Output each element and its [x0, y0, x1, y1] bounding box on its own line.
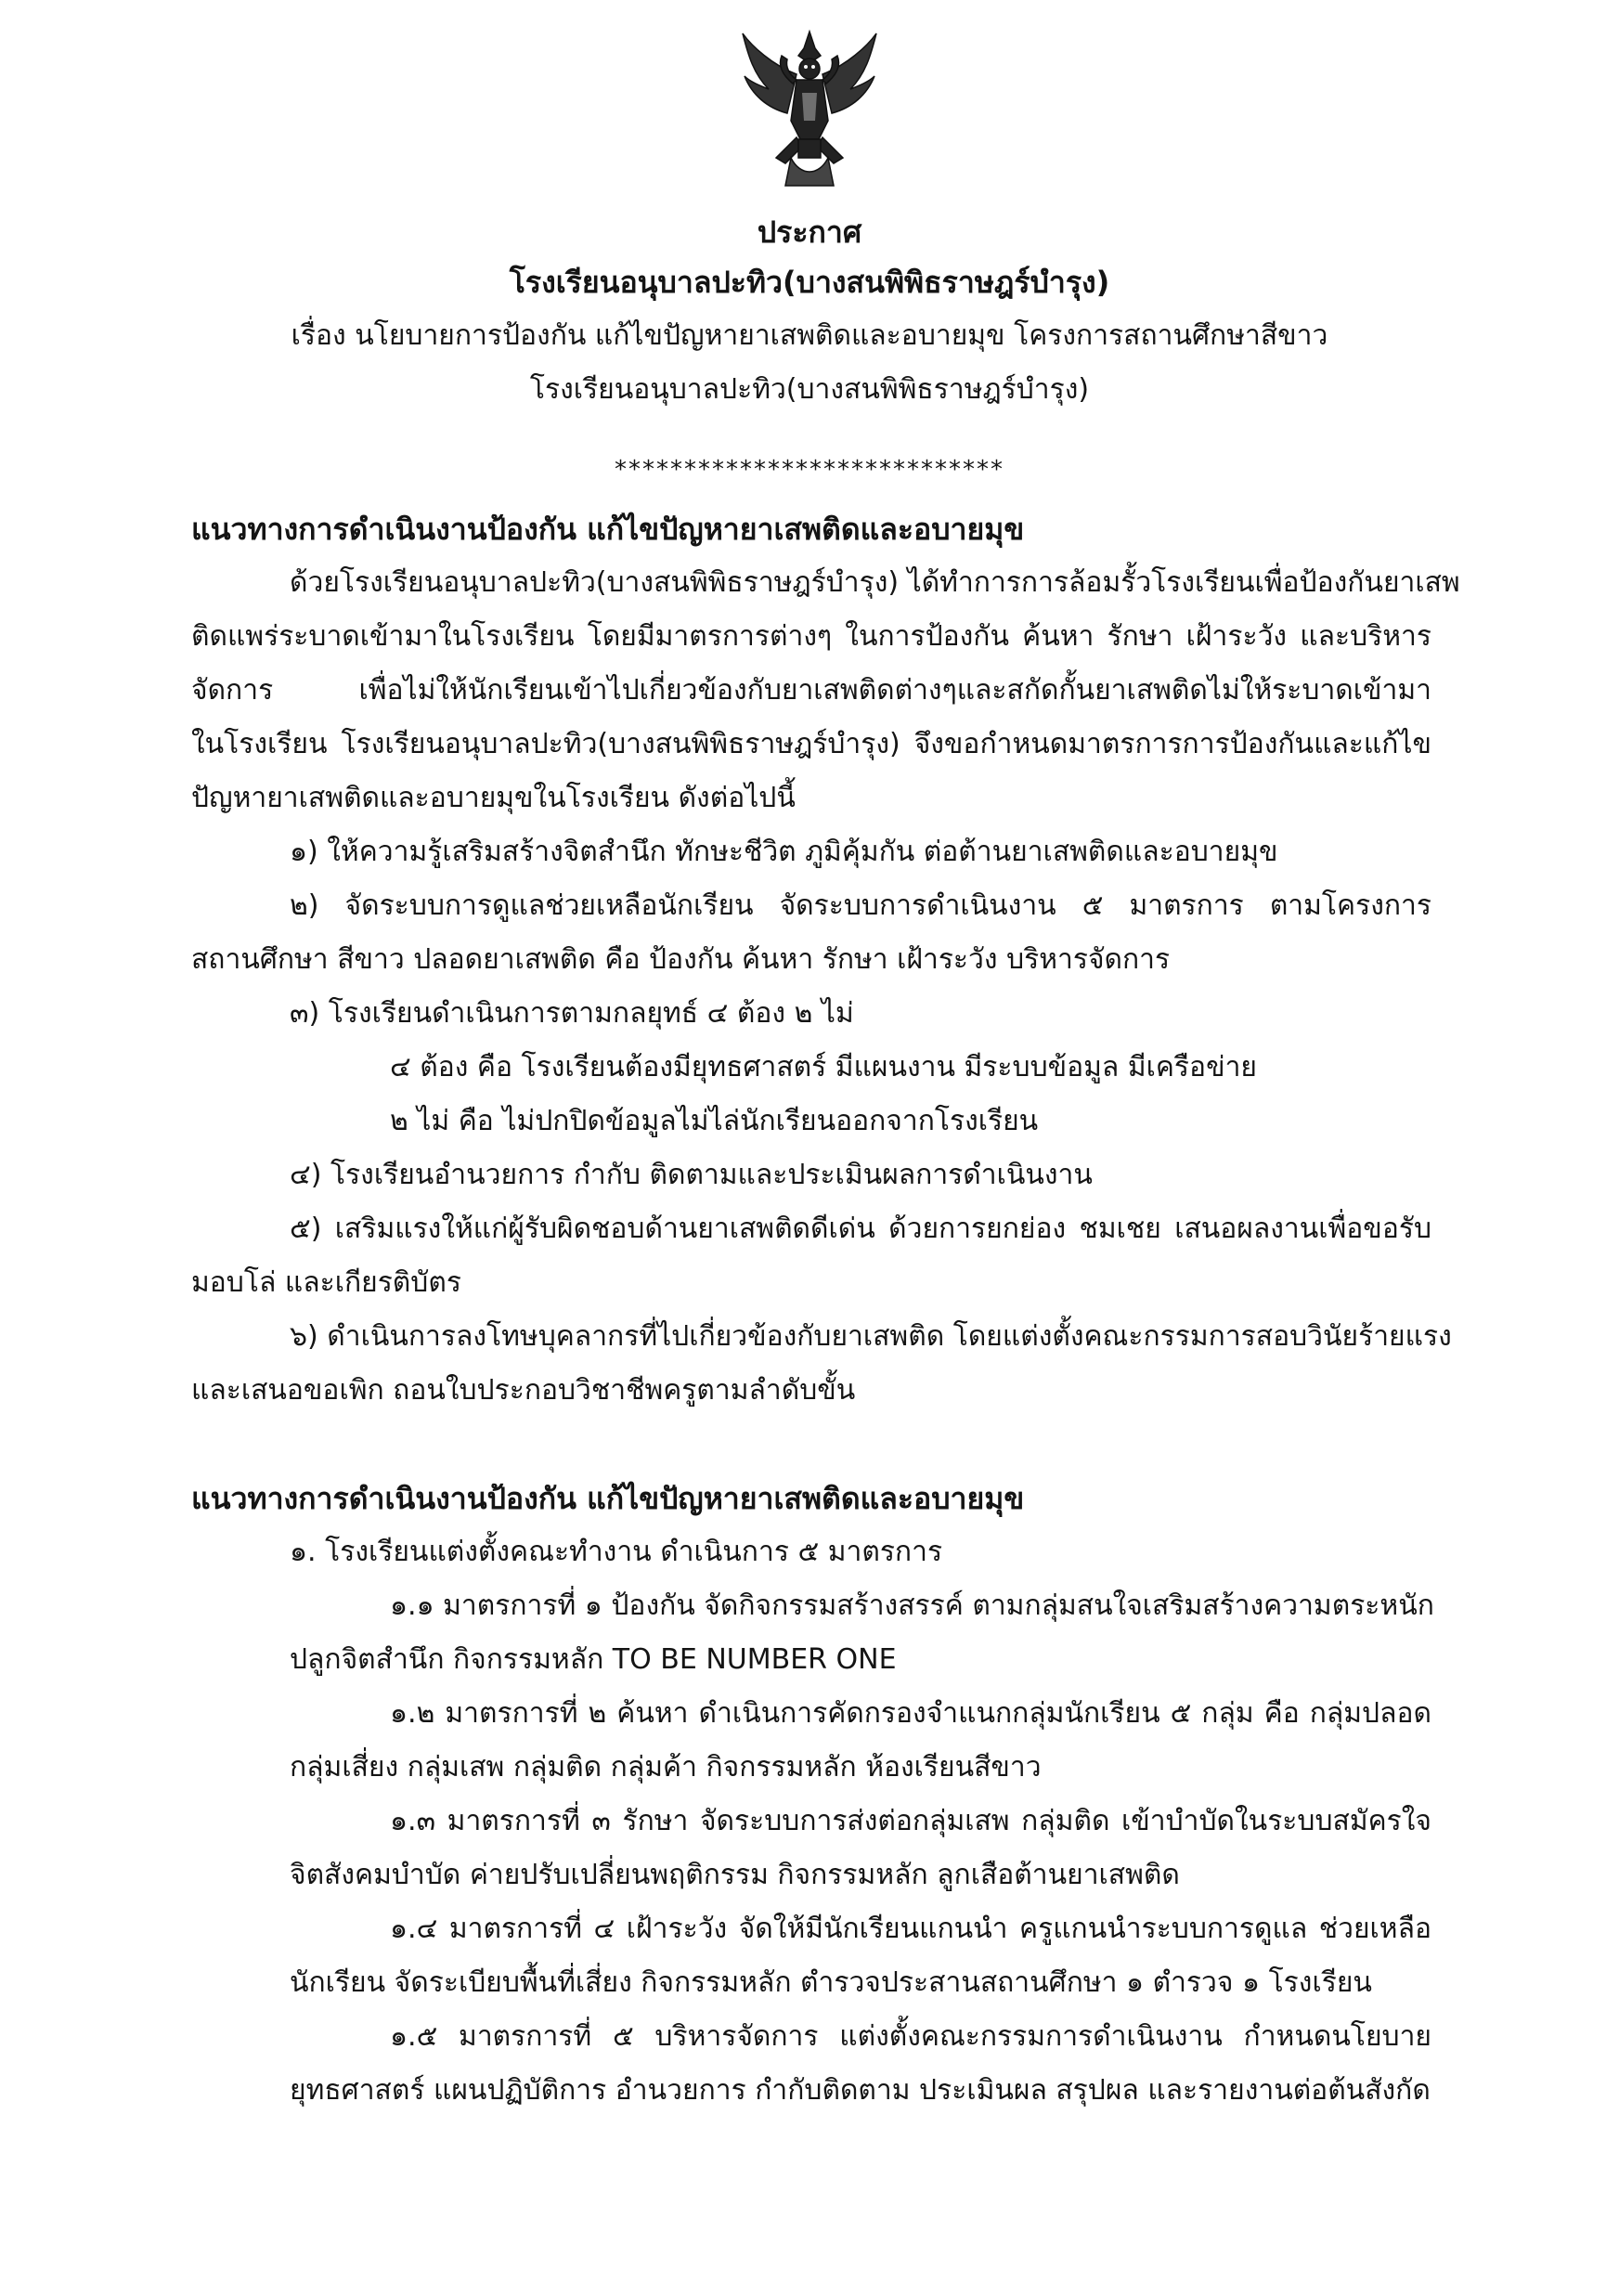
paragraph-line: ปัญหายาเสพติดและอบายมุขในโรงเรียน ดังต่อไปนี้ [191, 782, 796, 814]
sub-list-item: ๑.๔ มาตรการที่ ๔ เฝ้าระวัง จัดให้มีนักเรียนแกนนำ ครูแกนนำระบบการดูแล ช่วยเหลือ [390, 1913, 1431, 1945]
sub-list-item-continuation: นักเรียน จัดระเบียบพื้นที่เสี่ยง กิจกรรมหลัก ตำรวจประสานสถานศึกษา ๑ ตำรวจ ๑ โรงเรียน [290, 1966, 1372, 1999]
sub-list-item: ๑.๑ มาตรการที่ ๑ ป้องกัน จัดกิจกรรมสร้างสรรค์ ตามกลุ่มสนใจเสริมสร้างความตระหนัก [390, 1589, 1434, 1622]
list-item-continuation: สถานศึกษา สีขาว ปลอดยาเสพติด คือ ป้องกัน ค้นหา รักษา เฝ้าระวัง บริหารจัดการ [191, 943, 1171, 976]
sub-list-item: ๔ ต้อง คือ โรงเรียนต้องมียุทธศาสตร์ มีแผนงาน มีระบบข้อมูล มีเครือข่าย [390, 1051, 1257, 1083]
school-name: โรงเรียนอนุบาลปะทิว(บางสนพิพิธราษฎร์บำรุง) [509, 265, 1110, 300]
garuda-emblem-icon [735, 28, 884, 191]
list-item-continuation: และเสนอขอเพิก ถอนใบประกอบวิชาชีพครูตามลำดับขั้น [191, 1374, 856, 1407]
sub-list-item: ๑.๒ มาตรการที่ ๒ ค้นหา ดำเนินการคัดกรองจำแนกกลุ่มนักเรียน ๕ กลุ่ม คือ กลุ่มปลอด [390, 1697, 1431, 1730]
sub-list-item-continuation: ปลูกจิตสำนึก กิจกรรมหลัก TO BE NUMBER ONE [290, 1643, 897, 1676]
divider-asterisks: **************************** [615, 456, 1004, 484]
sub-list-item-continuation: จิตสังคมบำบัด ค่ายปรับเปลี่ยนพฤติกรรม กิจกรรมหลัก ลูกเสือต้านยาเสพติด [290, 1859, 1180, 1891]
sub-list-item: ๑.๕ มาตรการที่ ๕ บริหารจัดการ แต่งตั้งคณะกรรมการดำเนินงาน กำหนดนโยบาย [390, 2020, 1431, 2053]
announcement-title: ประกาศ [757, 214, 862, 250]
sub-list-item-continuation: กลุ่มเสี่ยง กลุ่มเสพ กลุ่มติด กลุ่มค้า กิจกรรมหลัก ห้องเรียนสีขาว [290, 1751, 1042, 1784]
list-item: ๒) จัดระบบการดูแลช่วยเหลือนักเรียน จัดระบบการดำเนินงาน ๕ มาตรการ ตามโครงการ [290, 889, 1431, 922]
paragraph-line: ด้วยโรงเรียนอนุบาลปะทิว(บางสนพิพิธราษฎร์บำรุง) ได้ทำการการล้อมรั้วโรงเรียนเพื่อป้องกันยาเสพ [290, 566, 1460, 599]
list-item: ๖) ดำเนินการลงโทษบุคลากรที่ไปเกี่ยวข้องกับยาเสพติด โดยแต่งตั้งคณะกรรมการสอบวินัยร้ายแรง [290, 1320, 1452, 1353]
list-item: ๕) เสริมแรงให้แก่ผู้รับผิดชอบด้านยาเสพติดดีเด่น ด้วยการยกย่อง ชมเชย เสนอผลงานเพื่อขอรับ [290, 1213, 1431, 1245]
section-heading: แนวทางการดำเนินงานป้องกัน แก้ไขปัญหายาเสพติดและอบายมุข [191, 512, 1025, 547]
paragraph-line: ในโรงเรียน โรงเรียนอนุบาลปะทิว(บางสนพิพิธราษฎร์บำรุง) จึงขอกำหนดมาตรการการป้องกันและแก้ไข [191, 728, 1431, 760]
subject-line: เรื่อง นโยบายการป้องกัน แก้ไขปัญหายาเสพติดและอบายมุข โครงการสถานศึกษาสีขาว [291, 319, 1328, 352]
sub-list-item-continuation: ยุทธศาสตร์ แผนปฏิบัติการ อำนวยการ กำกับติดตาม ประเมินผล สรุปผล และรายงานต่อต้นสังกัด [290, 2074, 1431, 2107]
list-item: ๑. โรงเรียนแต่งตั้งคณะทำงาน ดำเนินการ ๕ มาตรการ [290, 1536, 943, 1568]
list-item-continuation: มอบโล่ และเกียรติบัตร [191, 1266, 461, 1299]
sub-list-item: ๑.๓ มาตรการที่ ๓ รักษา จัดระบบการส่งต่อกลุ่มเสพ กลุ่มติด เข้าบำบัดในระบบสมัครใจ [390, 1805, 1431, 1837]
paragraph-line: จัดการ เพื่อไม่ให้นักเรียนเข้าไปเกี่ยวข้องกับยาเสพติดต่างๆและสกัดกั้นยาเสพติดไม่ให้ระบาดเข้ามา [191, 674, 1431, 707]
list-item: ๓) โรงเรียนดำเนินการตามกลยุทธ์ ๔ ต้อง ๒ ไม่ [290, 997, 854, 1030]
school-name-secondary: โรงเรียนอนุบาลปะทิว(บางสนพิพิธราษฎร์บำรุง) [529, 373, 1090, 406]
list-item: ๔) โรงเรียนอำนวยการ กำกับ ติดตามและประเมินผลการดำเนินงาน [290, 1159, 1093, 1191]
sub-list-item: ๒ ไม่ คือ ไม่ปกปิดข้อมูลไม่ไล่นักเรียนออกจากโรงเรียน [390, 1105, 1039, 1137]
section-heading: แนวทางการดำเนินงานป้องกัน แก้ไขปัญหายาเสพติดและอบายมุข [191, 1481, 1025, 1516]
paragraph-line: ติดแพร่ระบาดเข้ามาในโรงเรียน โดยมีมาตรการต่างๆ ในการป้องกัน ค้นหา รักษา เฝ้าระวัง และบริหาร [191, 620, 1431, 653]
list-item: ๑) ให้ความรู้เสริมสร้างจิตสำนึก ทักษะชีวิต ภูมิคุ้มกัน ต่อต้านยาเสพติดและอบายมุข [290, 836, 1278, 868]
